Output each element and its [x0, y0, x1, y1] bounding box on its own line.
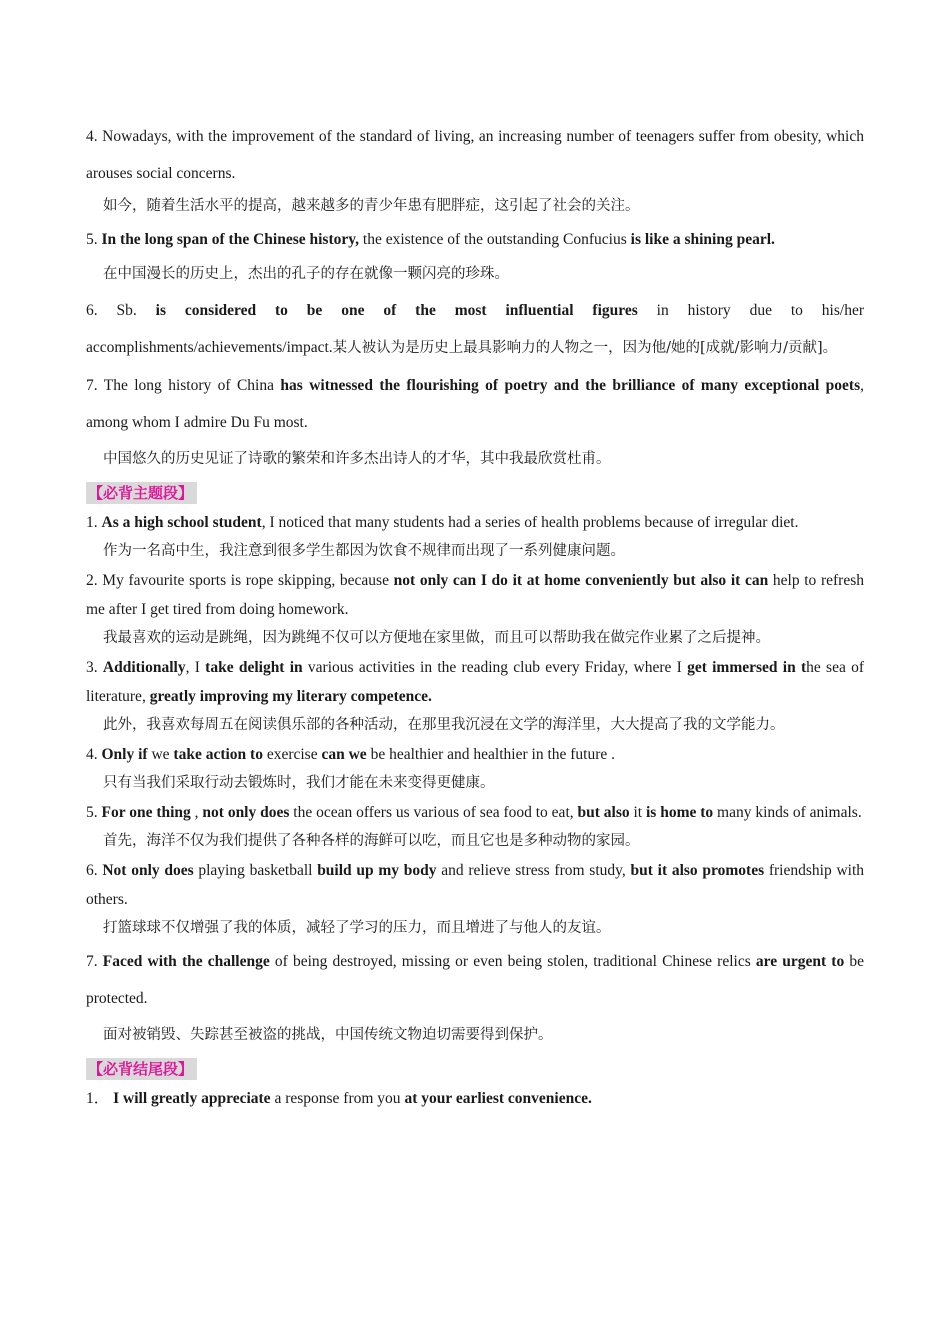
theme-translation-1: 作为一名高中生，我注意到很多学生都因为饮食不规律而出现了一系列健康问题。: [103, 543, 625, 559]
sentence-text: many kinds of animals.: [713, 804, 862, 821]
section-heading-theme: 【必背主题段】: [86, 482, 197, 504]
inline-translation: 某人被认为是历史上最具影响力的人物之一，因为他/她的[成就/影响力/贡献]。: [332, 340, 838, 356]
bold-phrase: not only can I do it at home conveniently but also it can: [393, 572, 769, 589]
bold-phrase: Not only does: [102, 862, 194, 879]
item-number: 2.: [86, 572, 98, 589]
sentence-text: Nowadays, with the improvement of the standard of living, an increasing number of teenagers suffer from obesity, which arouses social concerns.: [86, 128, 864, 182]
bold-phrase: not only does: [202, 804, 290, 821]
item-number: 6.: [86, 302, 98, 319]
item-number: 6.: [86, 862, 98, 879]
sentence-text: of being destroyed, missing or even being stolen, traditional Chinese relics: [269, 953, 756, 970]
theme-translation-7: 面对被销毁、失踪甚至被盗的挑战，中国传统文物迫切需要得到保护。: [103, 1027, 553, 1043]
sentence-text: be protected.: [86, 953, 864, 1007]
sentence-6: [86, 292, 864, 367]
item-number: 4.: [86, 128, 98, 145]
bold-phrase: Additionally: [102, 659, 186, 676]
sentence-text: the existence of the outstanding Confucius: [359, 231, 631, 248]
bold-phrase: take delight in: [205, 659, 303, 676]
bold-phrase: For one thing: [101, 804, 191, 821]
sentence-text: various activities in the reading club every Friday, where I: [302, 659, 688, 676]
sentence-4: [86, 118, 864, 192]
sentence-text: playing basketball: [193, 862, 318, 879]
item-number: 5.: [86, 231, 98, 248]
theme-sentence-1: [86, 508, 864, 537]
theme-translation-6: 打篮球球不仅增强了我的体质，减轻了学习的压力，而且增进了与他人的友谊。: [103, 920, 611, 936]
sentence-text: exercise: [262, 746, 322, 763]
bold-phrase: take action to: [173, 746, 263, 763]
theme-sentence-7: [86, 943, 864, 1017]
sentence-text: The long history of China: [97, 377, 281, 394]
sentence-text: help to refresh me after I get tired from doing homework.: [86, 572, 864, 618]
sentence-7: [86, 367, 864, 441]
bold-phrase: greatly improving my literary competence.: [149, 688, 432, 705]
sentence-text: we: [147, 746, 174, 763]
sentence-text: the ocean offers us various of sea food to eat,: [289, 804, 578, 821]
bold-phrase: are urgent to: [755, 953, 845, 970]
sentence-text: ,: [190, 804, 203, 821]
item-number: 1．: [86, 1090, 110, 1107]
bold-phrase: get immersed in t: [687, 659, 807, 676]
sentence-text: a response from you: [270, 1090, 405, 1107]
section-heading-ending: 【必背结尾段】: [86, 1058, 197, 1080]
theme-sentence-5: [86, 798, 864, 827]
bold-phrase: can we: [321, 746, 367, 763]
sentence-text: Sb.: [97, 302, 156, 319]
document-page: [86, 118, 864, 1113]
item-number: 7.: [86, 377, 98, 394]
sentence-5: [86, 225, 864, 254]
sentence-text: and relieve stress from study,: [436, 862, 631, 879]
bold-phrase: but also: [577, 804, 630, 821]
item-number: 5.: [86, 804, 98, 821]
bold-phrase: is home to: [646, 804, 714, 821]
sentence-text: he sea of literature,: [86, 659, 865, 705]
bold-phrase: Faced with the challenge: [102, 953, 270, 970]
sentence-text: be healthier and healthier in the future .: [366, 746, 616, 763]
theme-sentence-6: [86, 856, 864, 914]
sentence-text: , I noticed that many students had a series of health problems because of irregular diet.: [261, 514, 799, 531]
bold-phrase: but it also promotes: [630, 862, 765, 879]
translation-5: 在中国漫长的历史上，杰出的孔子的存在就像一颗闪亮的珍珠。: [103, 266, 509, 282]
sentence-text: friendship with others.: [86, 862, 864, 908]
bold-phrase: is like a shining pearl.: [630, 231, 775, 248]
item-number: 7.: [86, 953, 98, 970]
bold-phrase: at your earliest convenience.: [404, 1090, 592, 1107]
item-number: 1.: [86, 514, 98, 531]
item-number: 3.: [86, 659, 98, 676]
bold-phrase: In the long span of the Chinese history,: [101, 231, 360, 248]
sentence-text: , among whom I admire Du Fu most.: [86, 377, 864, 431]
theme-translation-3: 此外，我喜欢每周五在阅读俱乐部的各种活动，在那里我沉浸在文学的海洋里，大大提高了我的文学能力。: [103, 717, 785, 733]
sentence-text: My favourite sports is rope skipping, because: [97, 572, 394, 589]
translation-4: 如今，随着生活水平的提高，越来越多的青少年患有肥胖症，这引起了社会的关注。: [103, 198, 640, 214]
bold-phrase: I will greatly appreciate: [113, 1090, 271, 1107]
sentence-text: it: [629, 804, 646, 821]
theme-translation-5: 首先，海洋不仅为我们提供了各种各样的海鲜可以吃，而且它也是多种动物的家园。: [103, 833, 640, 849]
theme-translation-2: 我最喜欢的运动是跳绳，因为跳绳不仅可以方便地在家里做，而且可以帮助我在做完作业累了之后提神。: [103, 630, 770, 646]
theme-sentence-3: [86, 653, 864, 711]
translation-7: 中国悠久的历史见证了诗歌的繁荣和许多杰出诗人的才华，其中我最欣赏杜甫。: [103, 451, 611, 467]
theme-sentence-2: [86, 566, 864, 624]
bold-phrase: Only if: [101, 746, 148, 763]
theme-translation-4: 只有当我们采取行动去锻炼时，我们才能在未来变得更健康。: [103, 775, 495, 791]
ending-sentence-1: [86, 1084, 864, 1113]
sentence-text: , I: [185, 659, 206, 676]
bold-phrase: is considered to be one of the most influential figures: [155, 302, 638, 319]
item-number: 4.: [86, 746, 98, 763]
bold-phrase: has witnessed the flourishing of poetry and the brilliance of many exceptional poets: [280, 377, 861, 394]
bold-phrase: As a high school student: [101, 514, 262, 531]
theme-sentence-4: [86, 740, 864, 769]
bold-phrase: build up my body: [317, 862, 437, 879]
sentence-text: in history due to his/her accomplishments/achievements/impact.: [86, 302, 864, 356]
